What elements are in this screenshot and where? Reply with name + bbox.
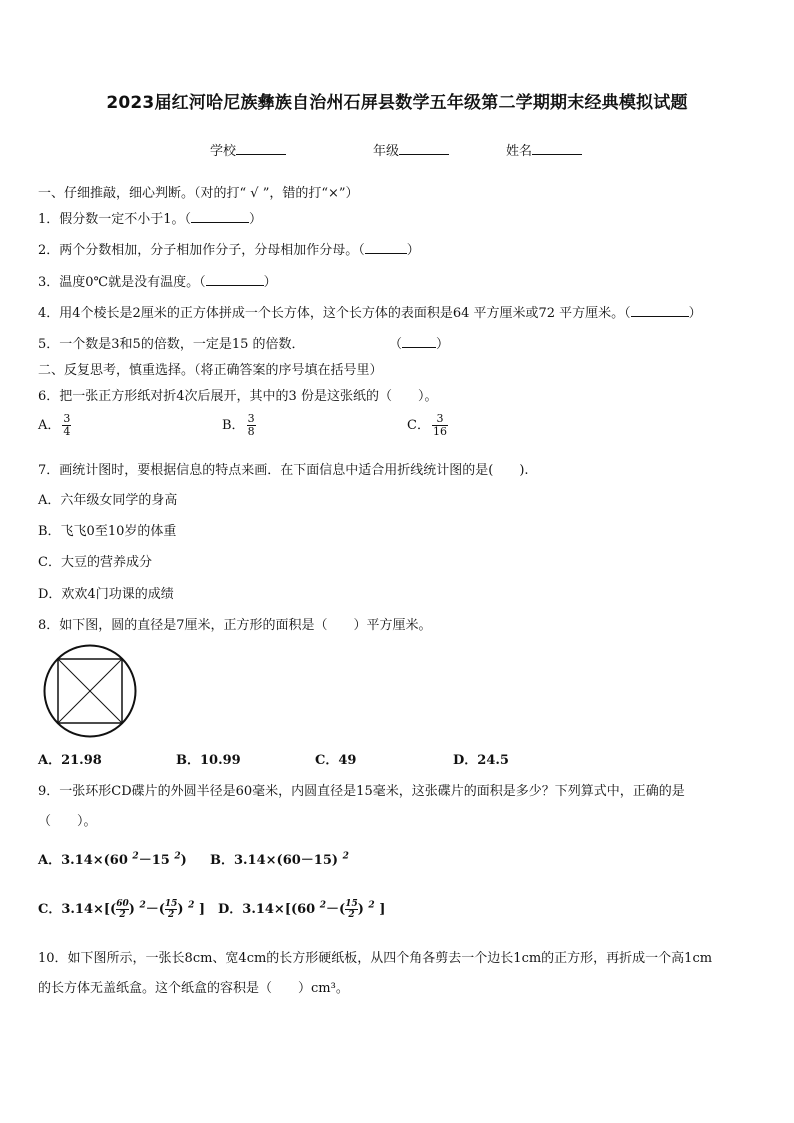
question-3-text: 3．温度0℃就是没有温度。（ <box>38 275 206 290</box>
section2-heading: 二、反复思考，慎重选择。（将正确答案的序号填在括号里） <box>38 363 383 378</box>
q9-option-c-mid: ) <box>128 902 135 917</box>
fraction-numerator: 3 <box>63 412 71 425</box>
q7-option-a[interactable]: A．六年级女同学的身高 <box>38 493 178 508</box>
q9-option-a-text: A．3.14×(60 <box>38 853 128 868</box>
q7-option-c[interactable]: C．大豆的营养成分 <box>38 555 152 570</box>
answer-blank-2[interactable] <box>365 241 407 254</box>
fraction-numerator: 15 <box>164 899 178 909</box>
q9-option-c-close: ] <box>198 902 206 917</box>
exponent: 2 <box>188 900 195 911</box>
school-label: 学校 <box>210 144 237 159</box>
q8-option-b[interactable]: B．10.99 <box>176 753 241 768</box>
school-blank[interactable] <box>236 142 286 155</box>
question-3 <box>38 271 277 290</box>
q9-option-d-fraction <box>345 899 358 920</box>
exponent: 2 <box>174 851 181 862</box>
q8-option-d[interactable]: D．24.5 <box>453 753 509 768</box>
question-1-close: ） <box>249 212 263 227</box>
question-6: 6．把一张正方形纸对折4次后展开，其中的3 份是这张纸的（ ）。 <box>38 389 438 404</box>
q9-option-c-text: C．3.14×[( <box>38 902 117 917</box>
q9-option-a[interactable] <box>38 849 187 868</box>
q6-option-c-letter: C． <box>407 418 430 433</box>
q9-option-d-text: D．3.14×[(60 <box>218 902 316 917</box>
q9-option-c[interactable] <box>38 898 205 920</box>
answer-blank-4[interactable] <box>631 304 689 317</box>
question-5-open: （ <box>389 337 403 352</box>
q6-option-a[interactable] <box>38 413 71 438</box>
school-field <box>210 140 286 159</box>
q9-option-a-end: ) <box>180 853 187 868</box>
q9-option-d-close: ] <box>379 902 386 917</box>
question-4 <box>38 302 702 321</box>
q9-option-d-end: ) <box>357 902 364 917</box>
fraction-numerator: 3 <box>247 412 255 425</box>
q9-option-c-fraction-2 <box>165 899 178 920</box>
question-7: 7．画统计图时，要根据信息的特点来画．在下面信息中适合用折线统计图的是( ). <box>38 463 529 478</box>
question-10-line1: 10．如下图所示，一张长8cm、宽4cm的长方形硬纸板，从四个角各剪去一个边长1cm的正方形，再折成一个高1cm <box>38 951 713 966</box>
question-8: 8．如下图，圆的直径是7厘米，正方形的面积是（ ）平方厘米。 <box>38 618 432 633</box>
fraction-denominator: 4 <box>63 425 71 438</box>
question-9-line2: （ ）。 <box>38 814 97 829</box>
q6-option-a-letter: A． <box>38 418 61 433</box>
answer-blank-5[interactable] <box>402 335 436 348</box>
fraction-numerator: 60 <box>116 899 129 909</box>
question-2-text: 2．两个分数相加，分子相加作分子，分母相加作分母。（ <box>38 243 365 258</box>
fraction-denominator: 16 <box>432 425 447 438</box>
section1-heading: 一、仔细推敲，细心判断。（对的打“ √ ”，错的打“×”） <box>38 186 359 201</box>
question-5 <box>38 333 305 352</box>
question-5-answer <box>389 333 449 352</box>
name-field <box>506 140 582 159</box>
exponent: 2 <box>342 851 349 862</box>
question-9-line1: 9．一张环形CD碟片的外圆半径是60毫米，内圆直径是15毫米，这张碟片的面积是多少？下列算式中，正确的是 <box>38 784 685 799</box>
question-4-text: 4．用4个棱长是2厘米的正方体拼成一个长方体，这个长方体的表面积是64 平方厘米或72 平方厘米。（ <box>38 306 631 321</box>
q7-option-d[interactable]: D．欢欢4门功课的成绩 <box>38 587 174 602</box>
name-label: 姓名 <box>506 144 533 159</box>
question-2 <box>38 239 420 258</box>
answer-blank-3[interactable] <box>206 273 264 286</box>
fraction-numerator: 3 <box>432 413 448 426</box>
q9-option-c-end: ) <box>177 902 184 917</box>
circle-square-figure <box>42 643 138 739</box>
q9-option-a-mid: －15 <box>138 853 170 868</box>
question-3-close: ） <box>263 275 277 290</box>
fraction-denominator: 2 <box>348 910 355 920</box>
fraction-denominator: 2 <box>167 910 175 920</box>
question-10-line2: 的长方体无盖纸盒。这个纸盒的容积是（ ）cm³。 <box>38 981 349 996</box>
fraction-denominator: 8 <box>247 425 255 438</box>
q6-option-b[interactable] <box>222 413 256 438</box>
q6-option-b-fraction <box>247 413 256 438</box>
grade-label: 年级 <box>373 144 400 159</box>
fraction-denominator: 2 <box>119 910 126 920</box>
exponent: 2 <box>319 900 327 911</box>
q6-option-a-fraction <box>62 413 71 438</box>
q6-option-c[interactable] <box>407 413 448 438</box>
question-5-close: ） <box>436 337 450 352</box>
answer-blank-1[interactable] <box>191 210 249 223</box>
exponent: 2 <box>139 900 146 911</box>
exponent: 2 <box>132 851 139 862</box>
q6-option-c-fraction <box>432 413 448 438</box>
q9-option-c-fraction-1 <box>116 899 129 920</box>
q7-option-b[interactable]: B．飞飞0至10岁的体重 <box>38 524 177 539</box>
question-4-close: ） <box>688 306 702 321</box>
q9-option-b[interactable] <box>210 849 349 868</box>
q9-option-c-minus: －( <box>145 902 165 917</box>
question-1-text: 1．假分数一定不小于1。（ <box>38 212 192 227</box>
q9-option-d[interactable] <box>218 898 385 920</box>
exponent: 2 <box>368 900 375 911</box>
grade-blank[interactable] <box>399 142 449 155</box>
page-title: 2023届红河哈尼族彝族自治州石屏县数学五年级第二学期期末经典模拟试题 <box>106 93 688 113</box>
q6-option-b-letter: B． <box>222 418 245 433</box>
q9-option-d-mid: －( <box>326 902 346 917</box>
question-2-close: ） <box>406 243 420 258</box>
question-5-text: 5．一个数是3和5的倍数，一定是15 的倍数． <box>38 337 305 352</box>
q8-option-c[interactable]: C．49 <box>315 753 357 768</box>
q8-option-a[interactable]: A．21.98 <box>38 753 102 768</box>
question-1 <box>38 208 262 227</box>
grade-field <box>373 140 449 159</box>
name-blank[interactable] <box>532 142 582 155</box>
fraction-numerator: 15 <box>345 899 358 909</box>
q9-option-b-text: B．3.14×(60－15) <box>210 853 339 868</box>
